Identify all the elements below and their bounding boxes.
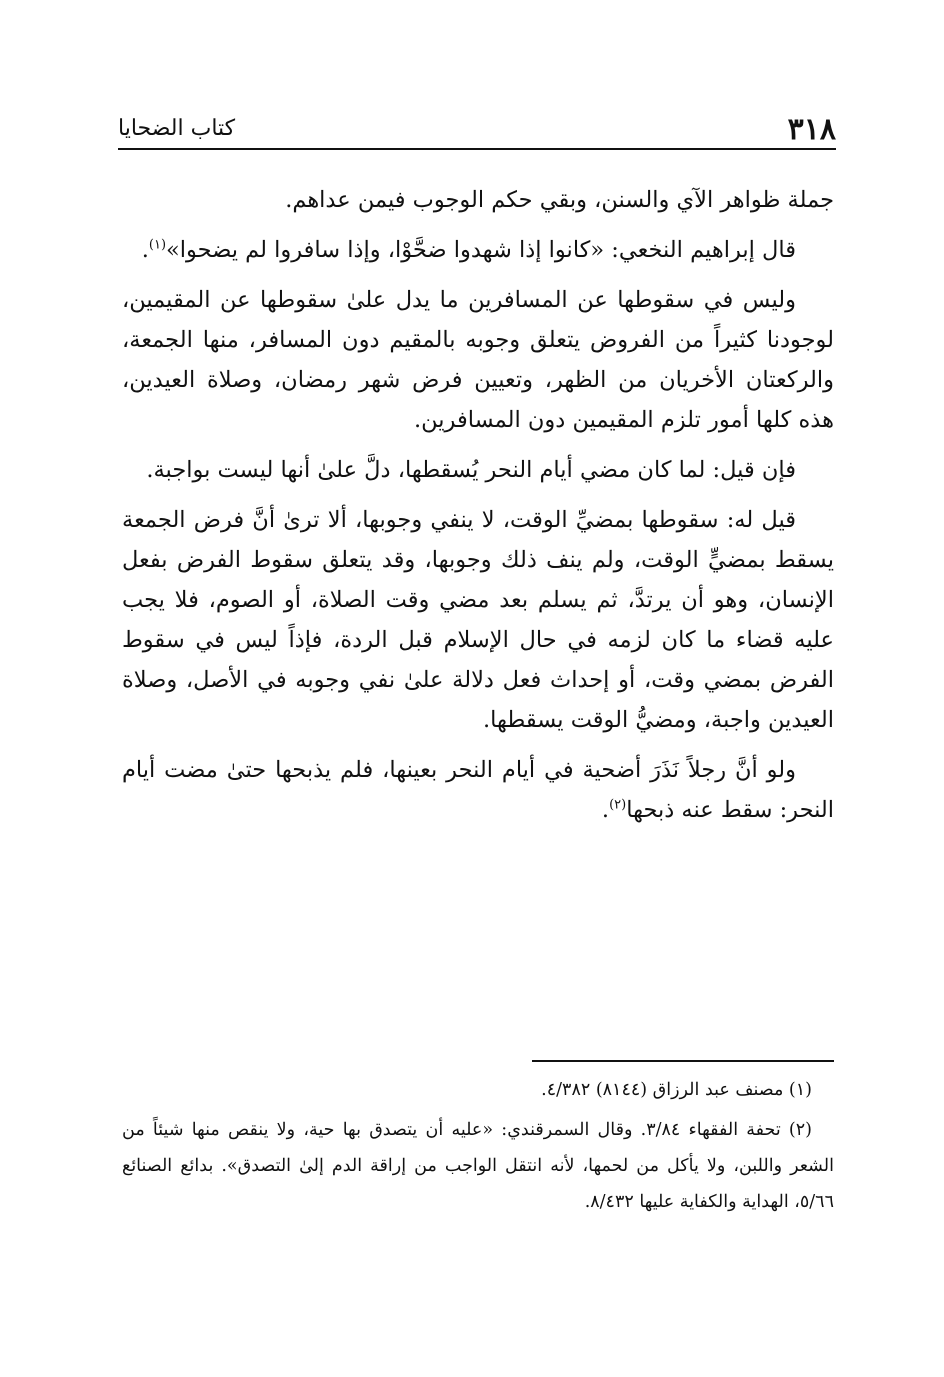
- footnote: (١) مصنف عبد الرزاق (٨١٤٤) ٤/٣٨٢.: [541, 1080, 812, 1100]
- main-text: [122, 180, 834, 840]
- paragraph: قيل له: سقوطها بمضيِّ الوقت، لا ينفي وجوبها، ألا ترىٰ أنَّ فرض الجمعة يسقط بمضيٍّ الوقت، ولم ينف ذلك وجوبها، وقد يتعلق سقوط الفرض بفعل الإنسان، وهو أن يرتدَّ، ثم يسلم بعد مضي وقت الصلاة، أو الصوم، فلا يجب عليه قضاء ما كان لزمه في حال الإسلام قبل الردة، فإذاً ليس في سقوط الفرض بمضي وقت، أو إحداث فعل دلالة علىٰ نفي وجوبه في الأصل، وصلاة العيدين واجبة، ومضيُّ الوقت يسقطها.: [122, 507, 834, 733]
- paragraph-with-footnote: [122, 230, 834, 270]
- footnote-marker: (١): [148, 237, 167, 253]
- footnote: (٢) تحفة الفقهاء ٣/٨٤. وقال السمرقندي: «عليه أن يتصدق بها حية، ولا ينقص منها شيئاً من الشعر واللبن، ولا يأكل من لحمها، لأنه انتقل الواجب من إراقة الدم إلىٰ التصدق». بدائع الصنائع ٥/٦٦، الهداية والكفاية عليها ٨/٤٣٢.: [122, 1120, 834, 1212]
- paragraph-text: قال إبراهيم النخعي: «كانوا إذا شهدوا ضحَّوْا، وإذا سافروا لم يضحوا»: [166, 237, 796, 263]
- page-header: [118, 108, 836, 150]
- page-number: ٣١٨: [787, 112, 836, 147]
- footnotes: [122, 1072, 834, 1224]
- footnote-marker: (٢): [609, 797, 627, 813]
- paragraph: فإن قيل: لما كان مضي أيام النحر يُسقطها، دلَّ علىٰ أنها ليست بواجبة.: [146, 457, 796, 483]
- paragraph: جملة ظواهر الآي والسنن، وبقي حكم الوجوب فيمن عداهم.: [285, 187, 834, 213]
- paragraph: وليس في سقوطها عن المسافرين ما يدل علىٰ سقوطها عن المقيمين، لوجودنا كثيراً من الفروض يتعلق وجوبه بالمقيم دون المسافر، منها الجمعة، والركعتان الأخريان من الظهر، وتعيين فرض شهر رمضان، وصلاة العيدين، هذه كلها أمور تلزم المقيمين دون المسافرين.: [122, 287, 834, 433]
- period: .: [601, 797, 610, 823]
- paragraph-with-footnote: [122, 750, 834, 830]
- period: .: [141, 237, 149, 263]
- running-title: كتاب الضحايا: [118, 116, 236, 141]
- paragraph-text: ولو أنَّ رجلاً نَذَرَ أضحية في أيام النحر بعينها، فلم يذبحها حتىٰ مضت أيام النحر: سقط عنه ذبحها: [122, 757, 834, 823]
- footnote-separator: [532, 1060, 834, 1062]
